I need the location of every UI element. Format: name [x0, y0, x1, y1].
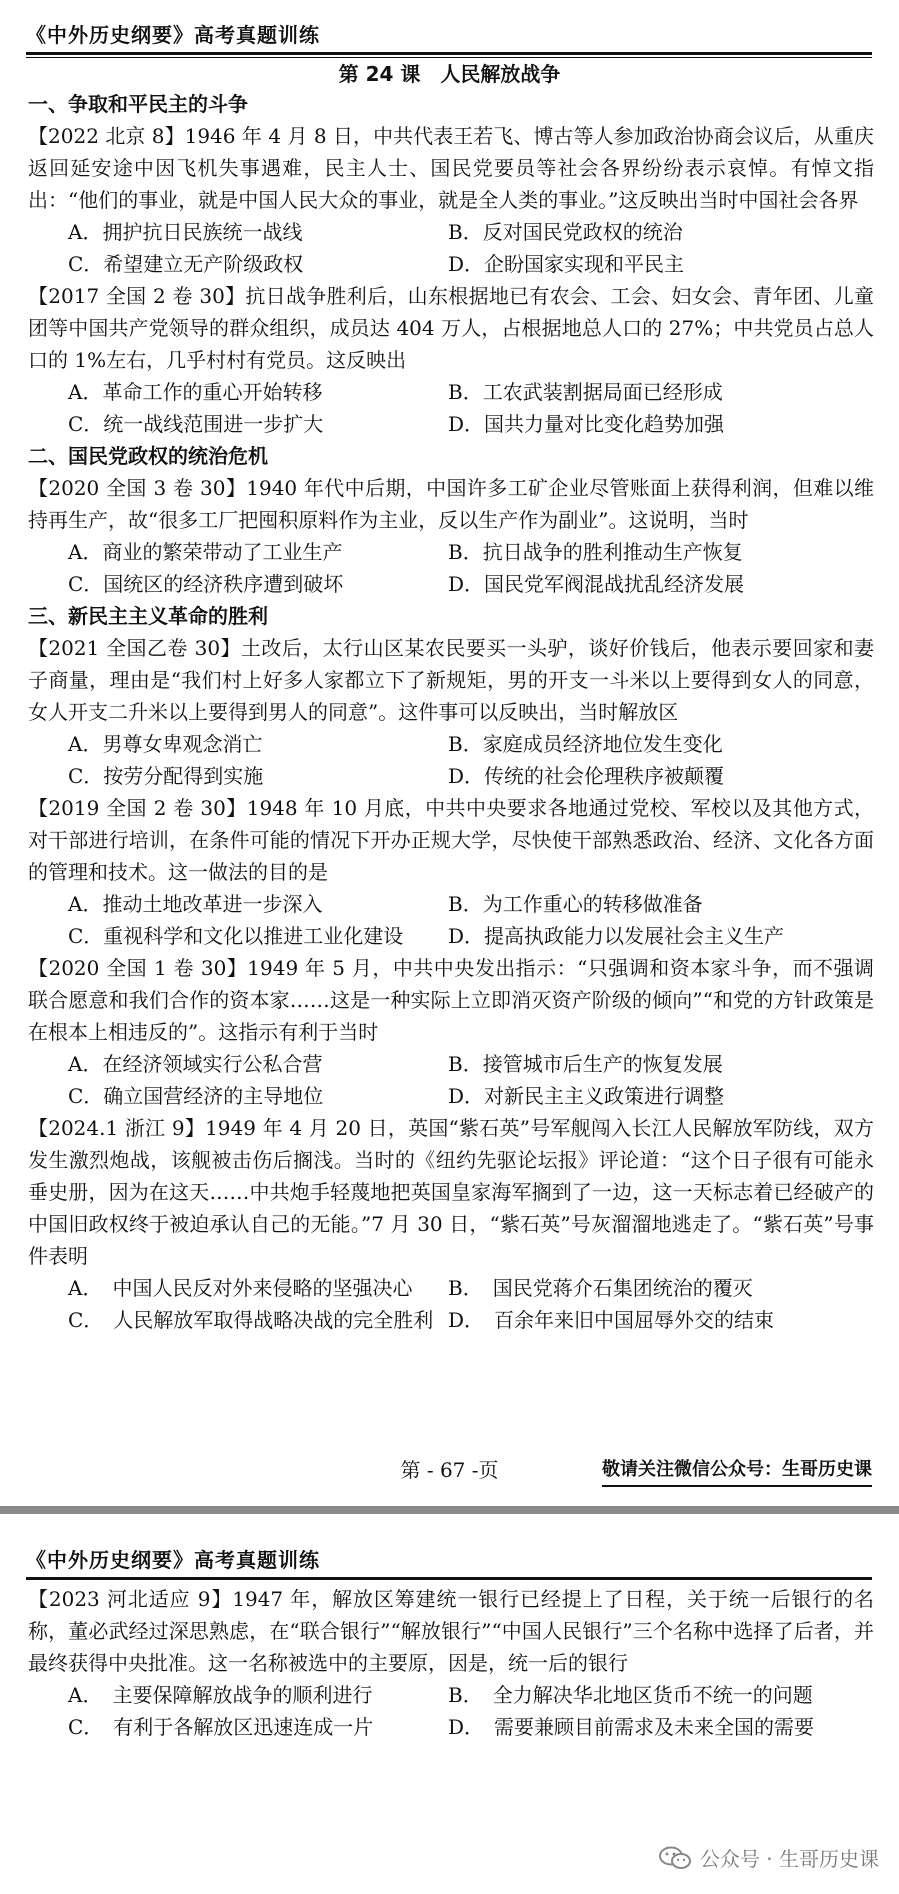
page-2: [0, 1525, 899, 1894]
page-divider: [0, 1506, 899, 1514]
answer-option: D． 需要兼顾目前需求及未来全国的需要: [448, 1715, 815, 1739]
page-number: 第 - 67 -页: [400, 1458, 499, 1482]
answer-option: D．国共力量对比变化趋势加强: [448, 412, 725, 436]
question-stem: 【2021 全国乙卷 30】土改后，太行山区某农民要买一头驴，谈好价钱后，他表示要回家和妻子商量，理由是“我们村上好多人家都立下了新规矩，男的开支一斗米以上要得到女人的同意，女人开支二升米以上要得到男人的同意”。这件事可以反映出，当时解放区: [28, 636, 874, 724]
answer-option: B．反对国民党政权的统治: [448, 220, 683, 244]
question-list: [28, 88, 874, 1336]
answer-option: C． 人民解放军取得战略决战的完全胜利: [68, 1308, 434, 1332]
answer-option: D．传统的社会伦理秩序被颠覆: [448, 764, 725, 788]
answer-options: [28, 216, 874, 280]
answer-options: [28, 728, 874, 792]
answer-option: C．希望建立无产阶级政权: [68, 252, 304, 276]
answer-option: C．重视科学和文化以推进工业化建设: [68, 924, 404, 948]
question-stem: 【2024.1 浙江 9】1949 年 4 月 20 日，英国“紫石英”号军舰闯入长江人民解放军防线，双方发生激烈炮战，该舰被击伤后搁浅。当时的《纽约先驱论坛报》评论道：“这个日子很有可能永垂史册，因为在这天……中共炮手轻蔑地把英国皇家海军搁到了一边，这一天标志着已经破产的中国旧政权终于被迫承认自己的无能。”7 月 30 日，“紫石英”号灰溜溜地逃走了。“紫石英”号事件表明: [28, 1116, 874, 1268]
answer-option: B． 国民党蒋介石集团统治的覆灭: [448, 1276, 753, 1300]
answer-option: A．在经济领域实行公私合营: [68, 1052, 323, 1076]
wechat-icon: [658, 1846, 692, 1870]
watermark: [658, 1843, 879, 1872]
answer-option: B．接管城市后生产的恢复发展: [448, 1052, 723, 1076]
answer-option: D．对新民主主义政策进行调整: [448, 1084, 725, 1108]
question-stem: 【2019 全国 2 卷 30】1948 年 10 月底，中共中央要求各地通过党校、军校以及其他方式，对干部进行培训，在条件可能的情况下开办正规大学，尽快使干部熟悉政治、经济、文化各方面的管理和技术。这一做法的目的是: [28, 796, 874, 884]
answer-options: [28, 1272, 874, 1336]
section-heading: 一、争取和平民主的斗争: [28, 92, 248, 116]
watermark-text: 公众号 · 生哥历史课: [699, 1847, 879, 1871]
question-stem: 【2023 河北适应 9】1947 年，解放区筹建统一银行已经提上了日程，关于统一后银行的名称，董必武经过深思熟虑，在“联合银行”“解放银行”“中国人民银行”三个名称中选择了后者，并最终获得中央批准。这一名称被选中的主要原，因是，统一后的银行: [28, 1587, 874, 1675]
answer-options: [28, 1679, 874, 1743]
answer-option: B． 全力解决华北地区货币不统一的问题: [448, 1683, 813, 1707]
answer-option: A．革命工作的重心开始转移: [68, 380, 323, 404]
answer-option: A．拥护抗日民族统一战线: [68, 220, 303, 244]
answer-options: [28, 376, 874, 440]
section-heading: 二、国民党政权的统治危机: [28, 444, 268, 468]
answer-option: C．国统区的经济秩序遭到破坏: [68, 572, 344, 596]
question-stem: 【2020 全国 3 卷 30】1940 年代中后期，中国许多工矿企业尽管账面上获得利润，但难以维持再生产，故“很多工厂把囤积原料作为主业，反以生产作为副业”。这说明，当时: [28, 476, 874, 532]
page-header: 《中外历史纲要》高考真题训练: [26, 1548, 320, 1572]
lesson-title: 第 24 课 人民解放战争: [338, 62, 561, 86]
question-stem: 【2017 全国 2 卷 30】抗日战争胜利后，山东根据地已有农会、工会、妇女会、青年团、儿童团等中国共产党领导的群众组织，成员达 404 万人，占根据地总人口的 27%；中共党员占总人口的 1%左右，几乎村村有党员。这反映出: [28, 284, 874, 372]
header-rule: [26, 1577, 872, 1580]
header-rule: [26, 52, 872, 55]
answer-option: C．按劳分配得到实施: [68, 764, 264, 788]
answer-option: C．统一战线范围进一步扩大: [68, 412, 324, 436]
section-heading: 三、新民主主义革命的胜利: [28, 604, 268, 628]
answer-option: B．工农武装割据局面已经形成: [448, 380, 723, 404]
wechat-note: 敬请关注微信公众号：生哥历史课: [602, 1457, 872, 1487]
question-stem: 【2020 全国 1 卷 30】1949 年 5 月，中共中央发出指示：“只强调和资本家斗争，而不强调联合愿意和我们合作的资本家……这是一种实际上立即消灭资产阶级的倾向”“和党的方针政策是在根本上相违反的”。这指示有利于当时: [28, 956, 874, 1044]
answer-option: A．推动土地改革进一步深入: [68, 892, 323, 916]
page-header: 《中外历史纲要》高考真题训练: [26, 23, 320, 47]
question-stem: 【2022 北京 8】1946 年 4 月 8 日，中共代表王若飞、博古等人参加政治协商会议后，从重庆返回延安途中因飞机失事遇难，民主人士、国民党要员等社会各界纷纷表示哀悼。有悼文指出：“他们的事业，就是中国人民大众的事业，就是全人类的事业。”这反映出当时中国社会各界: [28, 124, 874, 212]
answer-options: [28, 1048, 874, 1112]
answer-option: A． 中国人民反对外来侵略的坚强决心: [68, 1276, 413, 1300]
answer-option: C．确立国营经济的主导地位: [68, 1084, 324, 1108]
page-footer: [0, 1455, 899, 1491]
answer-option: D．提高执政能力以发展社会主义生产: [448, 924, 785, 948]
answer-option: A． 主要保障解放战争的顺利进行: [68, 1683, 373, 1707]
answer-option: B．为工作重心的转移做准备: [448, 892, 703, 916]
header-rule-thin: [26, 57, 872, 58]
answer-option: B．家庭成员经济地位发生变化: [448, 732, 723, 756]
answer-options: [28, 536, 874, 600]
answer-option: A．商业的繁荣带动了工业生产: [68, 540, 343, 564]
answer-option: D． 百余年来旧中国屈辱外交的结束: [448, 1308, 775, 1332]
answer-option: A．男尊女卑观念消亡: [68, 732, 263, 756]
answer-options: [28, 888, 874, 952]
answer-option: C． 有利于各解放区迅速连成一片: [68, 1715, 374, 1739]
answer-option: D．国民党军阀混战扰乱经济发展: [448, 572, 745, 596]
answer-option: B．抗日战争的胜利推动生产恢复: [448, 540, 743, 564]
question-list: [28, 1583, 874, 1743]
answer-option: D．企盼国家实现和平民主: [448, 252, 685, 276]
